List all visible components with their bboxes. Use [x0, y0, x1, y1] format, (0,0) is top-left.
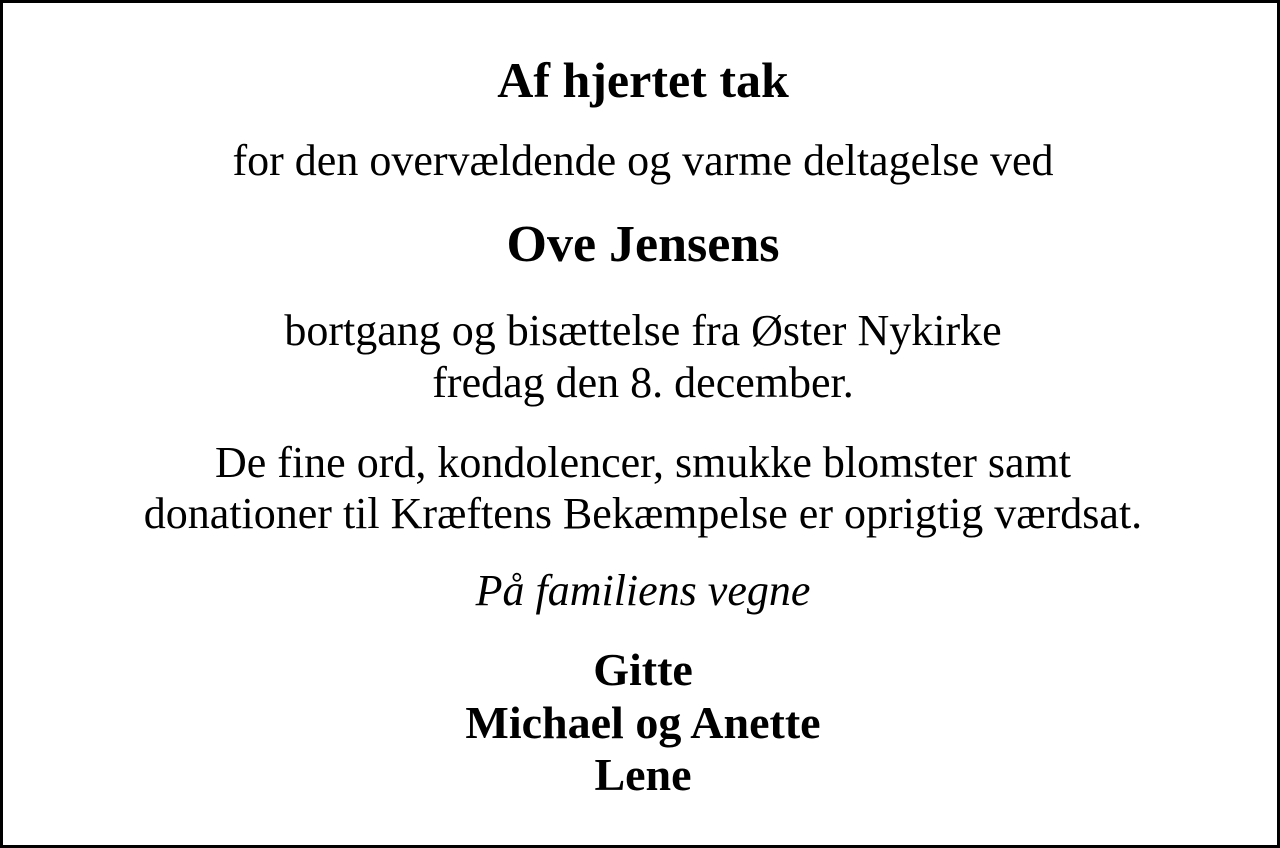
notice-headline: Af hjertet tak — [497, 52, 789, 108]
signatory-3: Lene — [594, 749, 692, 800]
signatory-1: Gitte — [593, 644, 693, 695]
ceremony-line-1: bortgang og bisættelse fra Øster Nykirke — [284, 306, 1002, 355]
ceremony-line-2: fredag den 8. december. — [432, 358, 854, 407]
closing-phrase: På familiens vegne — [475, 566, 811, 615]
notice-intro-text: for den overvældende og varme deltagelse ved — [232, 136, 1054, 185]
thanks-line-2: donationer til Kræftens Bekæmpelse er oprigtig værdsat. — [143, 489, 1143, 538]
signatory-2: Michael og Anette — [465, 697, 821, 748]
thanks-line-1: De fine ord, kondolencer, smukke blomster samt — [214, 438, 1072, 487]
deceased-name: Ove Jensens — [506, 216, 780, 273]
